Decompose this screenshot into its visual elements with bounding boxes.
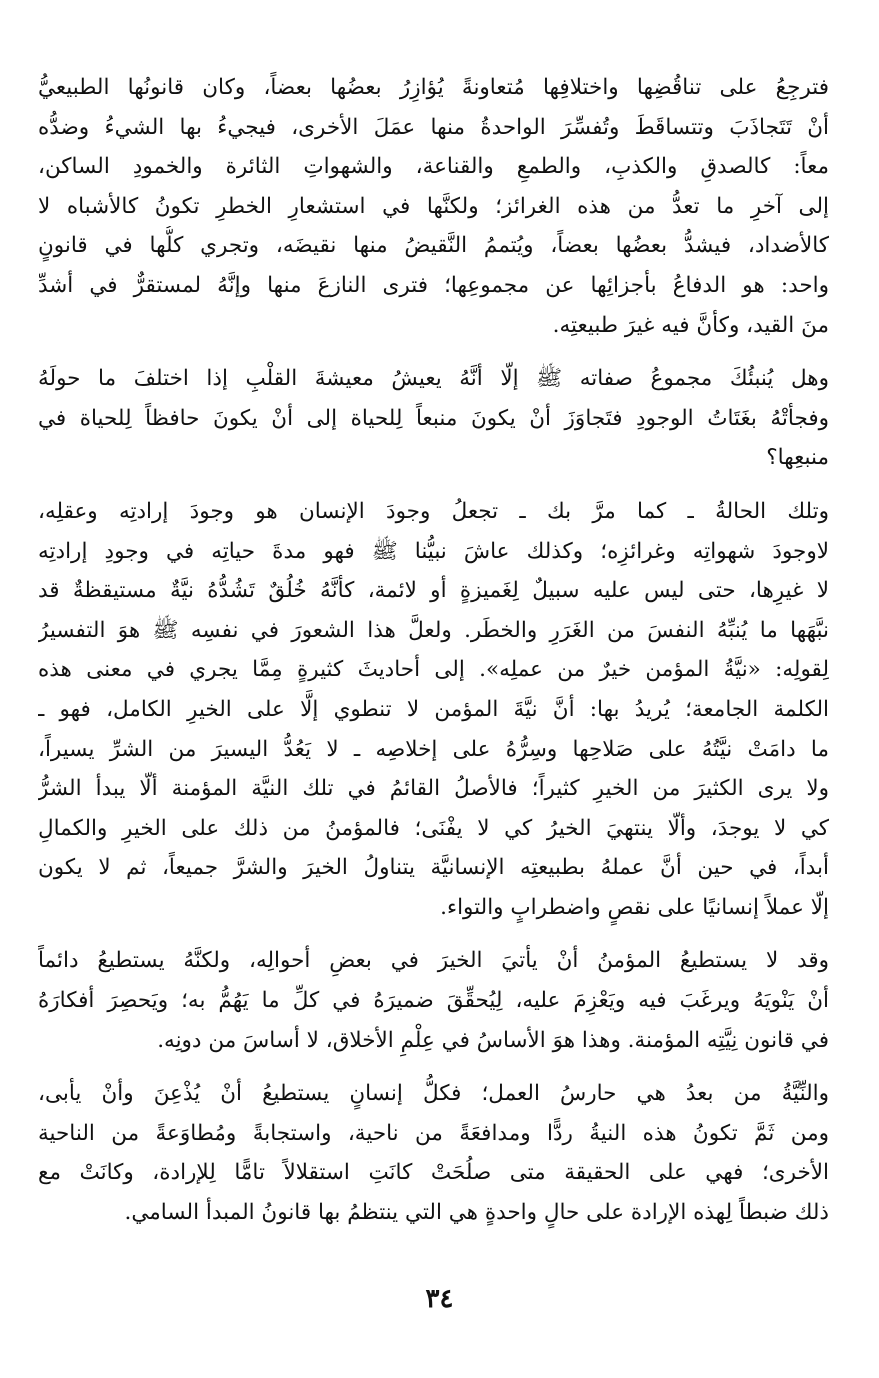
text-line: نبَّهَها ما يُنبِّهُ النفسَ من الغَرَرِ والخطَر. ولعلَّ هذا الشعورَ في نفسِه ﷺ هوَ التفسيرُ	[38, 617, 829, 643]
text-line: وقد لا يستطيعُ المؤمنُ أنْ يأتيَ الخيرَ في بعضِ أحوالِه، ولكنَّهُ يستطيعُ دائماً	[38, 948, 829, 974]
text-line: كالأضداد، فيشدُّ بعضُها بعضاً، ويُتممُ النَّقيضُ منها نقيضَه، وتجري كلُّها في قانونٍ	[38, 233, 829, 259]
text-line: وهل يُنبئُكَ مجموعُ صفاته ﷺ إلّا أنَّهُ يعيشُ معيشةَ القلْبِ إذا اختلفَ ما حولَهُ	[38, 366, 829, 392]
text-line: لا غيرِها، حتى ليس عليه سبيلٌ لِغَميزةٍ أو لائمة، كأنَّهُ خُلُقٌ تَشُدُّهُ نيَّةٌ مستيقظةٌ قد	[38, 578, 829, 604]
page-body	[38, 68, 829, 1247]
text-line: ولا يرى الكثيرَ من الخيرِ كثيراً؛ فالأصلُ القائمُ في تلك النيَّة المؤمنة ألّا يبدأ الشرُّ	[38, 776, 829, 802]
page-number: ٣٤	[425, 1284, 454, 1314]
text-line: الكلمة الجامعة؛ يُريدُ بها: أنَّ نيَّةَ المؤمن لا تنطوي إلَّا على الخيرِ الكامل، فهو ـ	[38, 696, 829, 722]
text-line: لِقولِه: «نيَّةُ المؤمن خيرٌ من عملِه». إلى أحاديثَ كثيرةٍ مِمَّا يجري في معنى هذه	[38, 657, 829, 683]
text-line: ما دامَتْ نيَّتُهُ على صَلاحِها وسِرُّهُ على إخلاصِه ـ لا يَعُدُّ اليسيرَ من الشرِّ يسيراً،	[38, 736, 829, 762]
text-line: وفجأتْهُ بغَتَاتُ الوجودِ فتَجاوَزَ أنْ يكونَ منبعاً لِلحياة إلى أنْ يكونَ حافظاً لِلحياة في	[38, 405, 829, 431]
text-line: لاوجودَ شهواتِه وغرائزِه؛ وكذلك عاشَ نبيُّنا ﷺ فهو مدةَ حياتِه في وجودِ إرادتِه	[38, 538, 829, 564]
text-line: إلّا عملاً إنسانيًا على نقصٍ واضطرابٍ والتواء.	[440, 894, 829, 920]
text-line: ومن ثَمَّ تكونُ هذه النيةُ ردًّا ومدافعَةً من ناحية، واستجابةً ومُطاوَعةً من الناحية	[38, 1120, 829, 1146]
text-line: أنْ تَتَجاذَبَ وتتساقَطَ وتُفسِّرَ الواحدةُ منها عمَلَ الأخرى، فيجيءُ بها الشيءُ وضدُّه	[38, 114, 829, 140]
paragraph-2	[38, 359, 829, 478]
text-line: الأخرى؛ فهي على الحقيقة متى صلُحَتْ كانَتِ استقلالاً تامًّا لِلإرادة، وكانَتْ مع	[38, 1160, 829, 1186]
text-line: منَ القيد، وكأنَّ فيه غيرَ طبيعتِه.	[552, 312, 829, 338]
text-line: فترجِعُ على تناقُضِها واختلافِها مُتعاونةً يُؤازِرُ بعضُها بعضاً، وكان قانونُها الطبيعيُّ	[38, 75, 829, 100]
paragraph-5	[38, 1074, 829, 1232]
text-line: أنْ يَنْويَهُ ويرغَبَ فيه ويَعْزِمَ عليه، لِيُحقِّقَ ضميرَهُ في كلِّ ما يَهُمُّ به؛ ويَحصِرَ أفكارَهُ	[38, 988, 829, 1014]
text-line: والنِّيَّةُ من بعدُ هي حارسُ العمل؛ فكلُّ إنسانٍ يستطيعُ أنْ يُذْعِنَ وأنْ يأبى،	[38, 1081, 829, 1107]
paragraph-1	[38, 68, 829, 345]
text-line: كي لا يوجدَ، وألّا ينتهيَ الخيرُ كي لا يفْنَى؛ فالمؤمنُ من ذلك على الخيرِ والكمالِ	[38, 815, 829, 841]
text-line: إلى آخرِ ما تعدُّ من هذه الغرائز؛ ولكنَّها في استشعارِ الخطرِ تكونُ كالأشباه لا	[38, 193, 829, 219]
text-line: واحد: هو الدفاعُ بأجزائِها عن مجموعِها؛ فترى النازعَ منها وإنَّهُ لمستقرٌّ في أشدِّ	[38, 272, 829, 298]
text-line: منبعِها؟	[766, 445, 829, 471]
text-line: في قانون نِيَّتِه المؤمنة. وهذا هوَ الأساسُ في عِلْمِ الأخلاق، لا أساسَ من دونِه.	[157, 1027, 829, 1053]
paragraph-4	[38, 941, 829, 1060]
text-line: ذلك ضبطاً لِهذه الإرادة على حالٍ واحدةٍ هي التي ينتظمُ بها قانونُ المبدأ السامي.	[124, 1200, 829, 1226]
text-line: وتلك الحالةُ ـ كما مرَّ بك ـ تجعلُ وجودَ الإنسان هو وجودَ إرادتِه وعقلِه،	[38, 498, 829, 524]
paragraph-3	[38, 492, 829, 928]
text-line: أبداً، في حين أنَّ عملهُ بطبيعتِه الإنسانيَّة يتناولُ الخيرَ والشرَّ جميعاً، ثم لا يكون	[38, 855, 829, 881]
text-line: معاً: كالصدقِ والكذبِ، والطمعِ والقناعة، والشهواتِ الثائرة والخمودِ الساكن،	[38, 154, 829, 180]
